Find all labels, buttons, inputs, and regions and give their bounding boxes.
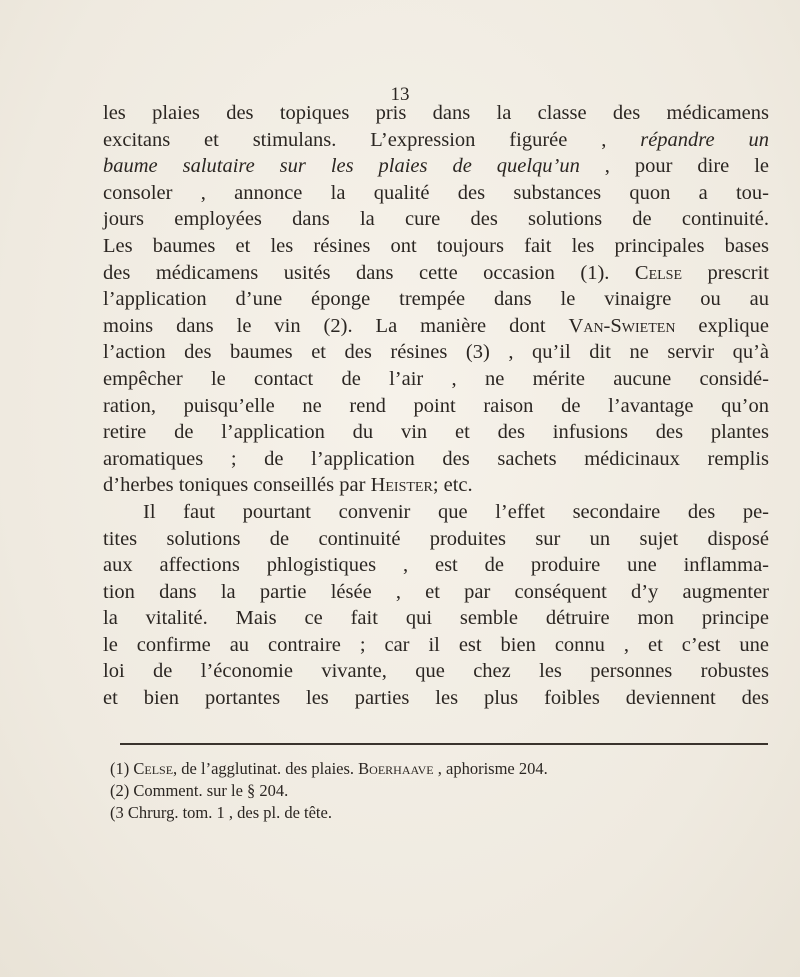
footnote-mark: (3 (110, 803, 124, 822)
footnote-divider (120, 743, 768, 745)
text-line: Les baumes et les résines ont toujours fait les principales bases (103, 234, 769, 257)
text-line: tion dans la partie lésée , et par conséquent d’y augmenter (103, 580, 769, 603)
text-segment: des médicamens usités dans cette occasion (1). (103, 261, 635, 284)
footnote-text: Comment. sur le § 204. (133, 781, 289, 800)
text-segment: ; etc. (432, 474, 473, 497)
footnote-text: , de l’agglutinat. des plaies. (173, 759, 359, 778)
text-line: jours employées dans la cure des solutions de continuité. (103, 208, 769, 231)
text-segment: , pour dire le (579, 155, 769, 178)
text-line (103, 127, 769, 154)
footnote-text: Chrurg. tom. 1 , des pl. de tête. (127, 803, 332, 822)
text-segment: d’herbes toniques conseillés par (103, 474, 371, 497)
footnote-1 (110, 758, 770, 780)
text-line: les plaies des topiques pris dans la classe des médicamens (103, 102, 769, 124)
text-line: retire de l’application du vin et des infusions des plantes (103, 421, 769, 444)
text-line (103, 260, 769, 287)
footnote-mark: (1) (110, 759, 130, 778)
text-line: aromatiques ; de l’application des sachets médicinaux remplis (103, 447, 769, 470)
footnote-3 (110, 802, 770, 824)
text-line: le confirme au contraire ; car il est bien connu , et c’est une (103, 633, 769, 656)
text-segment: prescrit (682, 261, 769, 284)
author-name: Van-Swieten (568, 314, 676, 337)
text-segment: moins dans le vin (2). La manière dont (103, 314, 569, 337)
text-line: loi de l’économie vivante, que chez les personnes robustes (103, 660, 769, 683)
footnote-mark: (2) (110, 781, 130, 800)
text-line: et bien portantes les parties les plus foibles deviennent des (103, 687, 769, 710)
footnote-text: , aphorisme 204. (433, 759, 548, 778)
footnote-2 (110, 780, 770, 802)
text-line: empêcher le contact de l’air , ne mérite aucune considé- (103, 367, 769, 390)
text-line: ration, puisqu’elle ne rend point raison de l’avantage qu’on (103, 394, 769, 417)
text-segment: excitans et stimulans. L’expression figurée , (103, 128, 641, 151)
author-name: Boerhaave (358, 759, 434, 778)
body-text (103, 100, 769, 712)
page-number: 13 (390, 84, 410, 105)
text-line: aux affections phlogistiques , est de produire une inflamma- (103, 554, 769, 577)
text-line (103, 472, 769, 499)
italic-phrase: baume salutaire sur les plaies de quelqu’un (103, 155, 580, 178)
author-name: Celse (634, 261, 683, 284)
italic-phrase: répandre un (640, 128, 769, 151)
text-line (103, 313, 769, 340)
footnotes (110, 758, 770, 824)
author-name: Celse (133, 759, 174, 778)
author-name: Heister (370, 474, 433, 497)
text-segment: explique (675, 314, 769, 337)
text-line: tites solutions de continuité produites sur un sujet disposé (103, 527, 769, 550)
text-line: Il faut pourtant convenir que l’effet secondaire des pe- (143, 500, 769, 523)
text-line: consoler , annonce la qualité des substances quon a tou- (103, 181, 769, 204)
text-line (103, 153, 769, 180)
text-line: la vitalité. Mais ce fait qui semble détruire mon principe (103, 607, 769, 630)
text-line: l’application d’une éponge trempée dans le vinaigre ou au (103, 288, 769, 311)
text-line: l’action des baumes et des résines (3) , qu’il dit ne servir qu’à (103, 341, 769, 364)
